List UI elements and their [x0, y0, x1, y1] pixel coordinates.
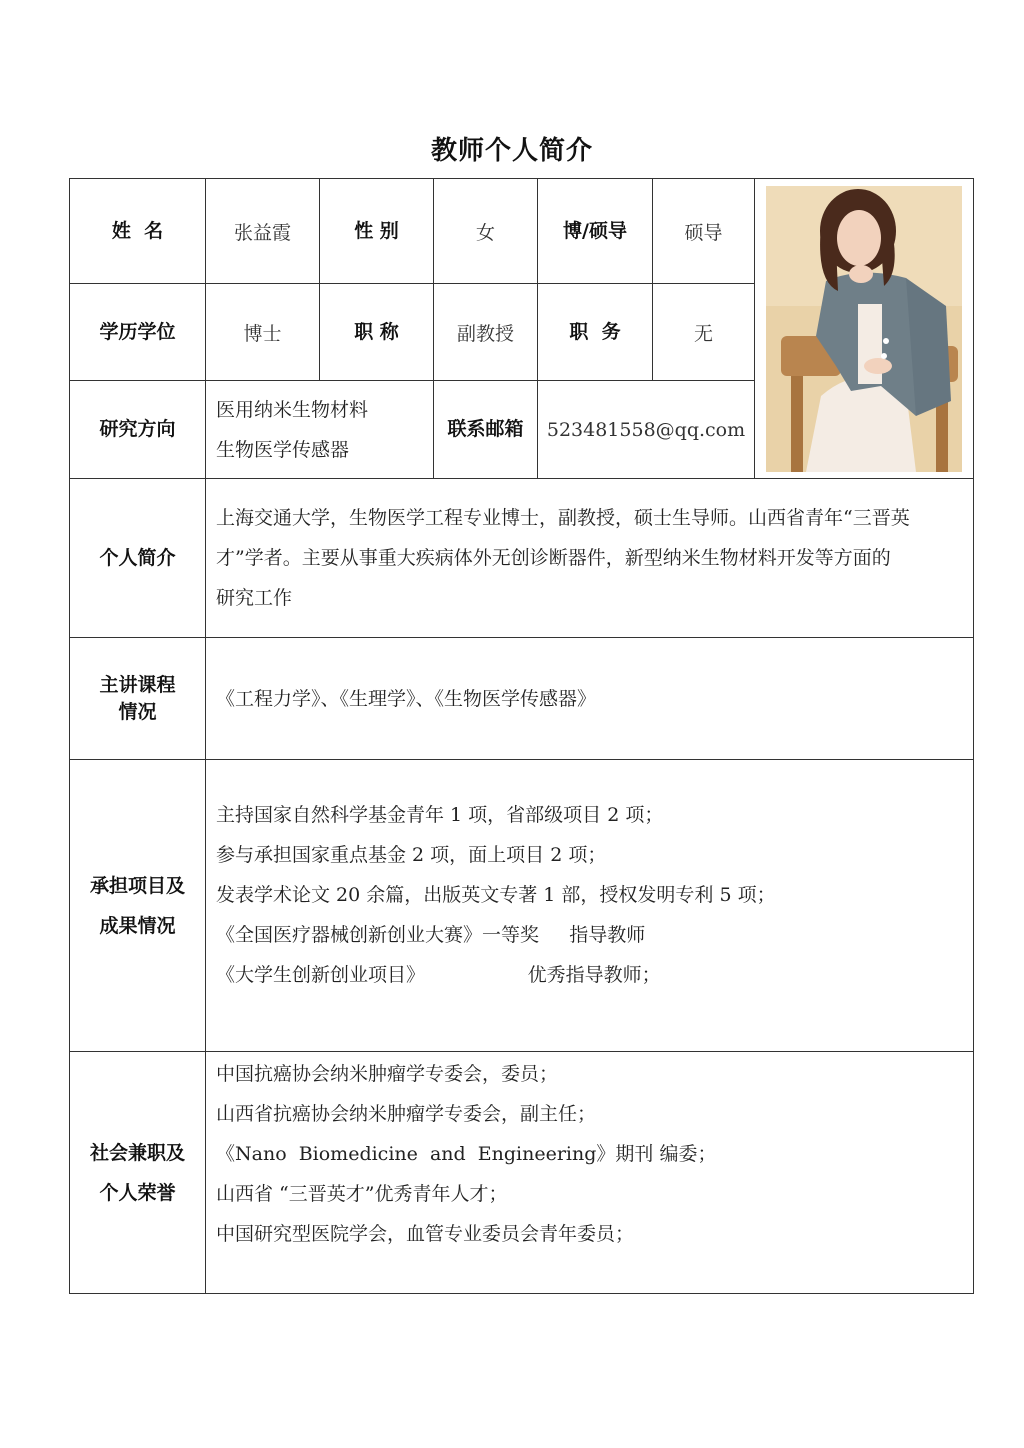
research-line: 生物医学传感器	[216, 438, 350, 461]
profile-table	[69, 178, 974, 1294]
post-value: 无	[653, 284, 755, 381]
portrait-photo	[766, 186, 962, 472]
honors-line: 山西省抗癌协会纳米肿瘤学专委会，副主任；	[216, 1103, 597, 1125]
page-title: 教师个人简介	[430, 136, 593, 166]
projects-text	[206, 760, 974, 1052]
honors-line: 中国抗癌协会纳米肿瘤学专委会，委员；	[216, 1063, 559, 1085]
projects-line: 《全国医疗器械创新创业大赛》一等奖 指导教师	[216, 923, 646, 946]
honors-label	[70, 1052, 206, 1294]
gender-value: 女	[434, 179, 538, 284]
honors-line: 《Nano Biomedicine and Engineering》期刊 编委；	[216, 1143, 717, 1165]
post-label: 职 务	[538, 284, 653, 381]
projects-label-line: 成果情况	[99, 914, 176, 937]
courses-text: 《工程力学》、《生理学》、《生物医学传感器》	[206, 638, 974, 760]
projects-line: 《大学生创新创业项目》 优秀指导教师；	[216, 963, 661, 986]
gender-label: 性 别	[320, 179, 434, 284]
honors-label-line: 社会兼职及	[89, 1141, 185, 1164]
photo-cell	[755, 179, 974, 479]
rank-value: 副教授	[434, 284, 538, 381]
profile-line: 上海交通大学，生物医学工程专业博士，副教授，硕士生导师。山西省青年“三晋英	[216, 507, 910, 529]
research-value	[206, 381, 434, 479]
degree-value: 博士	[206, 284, 320, 381]
honors-label-line: 个人荣誉	[99, 1181, 176, 1204]
supervisor-label: 博/硕导	[538, 179, 653, 284]
research-label: 研究方向	[70, 381, 206, 479]
rank-label: 职 称	[320, 284, 434, 381]
profile-line: 才”学者。主要从事重大疾病体外无创诊断器件，新型纳米生物材料开发等方面的	[216, 547, 891, 569]
email-label: 联系邮箱	[434, 381, 538, 479]
projects-label	[70, 760, 206, 1052]
projects-line: 参与承担国家重点基金 2 项，面上项目 2 项；	[216, 843, 607, 866]
projects-line: 主持国家自然科学基金青年 1 项，省部级项目 2 项；	[216, 803, 664, 826]
name-label: 姓 名	[70, 179, 206, 284]
projects-label-line: 承担项目及	[89, 874, 185, 897]
degree-label: 学历学位	[70, 284, 206, 381]
email-value: 523481558@qq.com	[538, 381, 755, 479]
research-line: 医用纳米生物材料	[216, 398, 369, 421]
courses-label	[70, 638, 206, 760]
projects-line: 发表学术论文 20 余篇，出版英文专著 1 部，授权发明专利 5 项；	[216, 883, 776, 906]
profile-text	[206, 479, 974, 638]
name-value: 张益霞	[206, 179, 320, 284]
honors-line: 中国研究型医院学会，血管专业委员会青年委员；	[216, 1223, 635, 1245]
courses-label-line: 主讲课程	[99, 673, 176, 696]
profile-label: 个人简介	[70, 479, 206, 638]
supervisor-value: 硕导	[653, 179, 755, 284]
courses-label-line: 情况	[118, 700, 157, 723]
honors-line: 山西省 “三晋英才”优秀青年人才；	[216, 1183, 508, 1205]
profile-line: 研究工作	[216, 587, 293, 609]
honors-text	[206, 1052, 974, 1294]
